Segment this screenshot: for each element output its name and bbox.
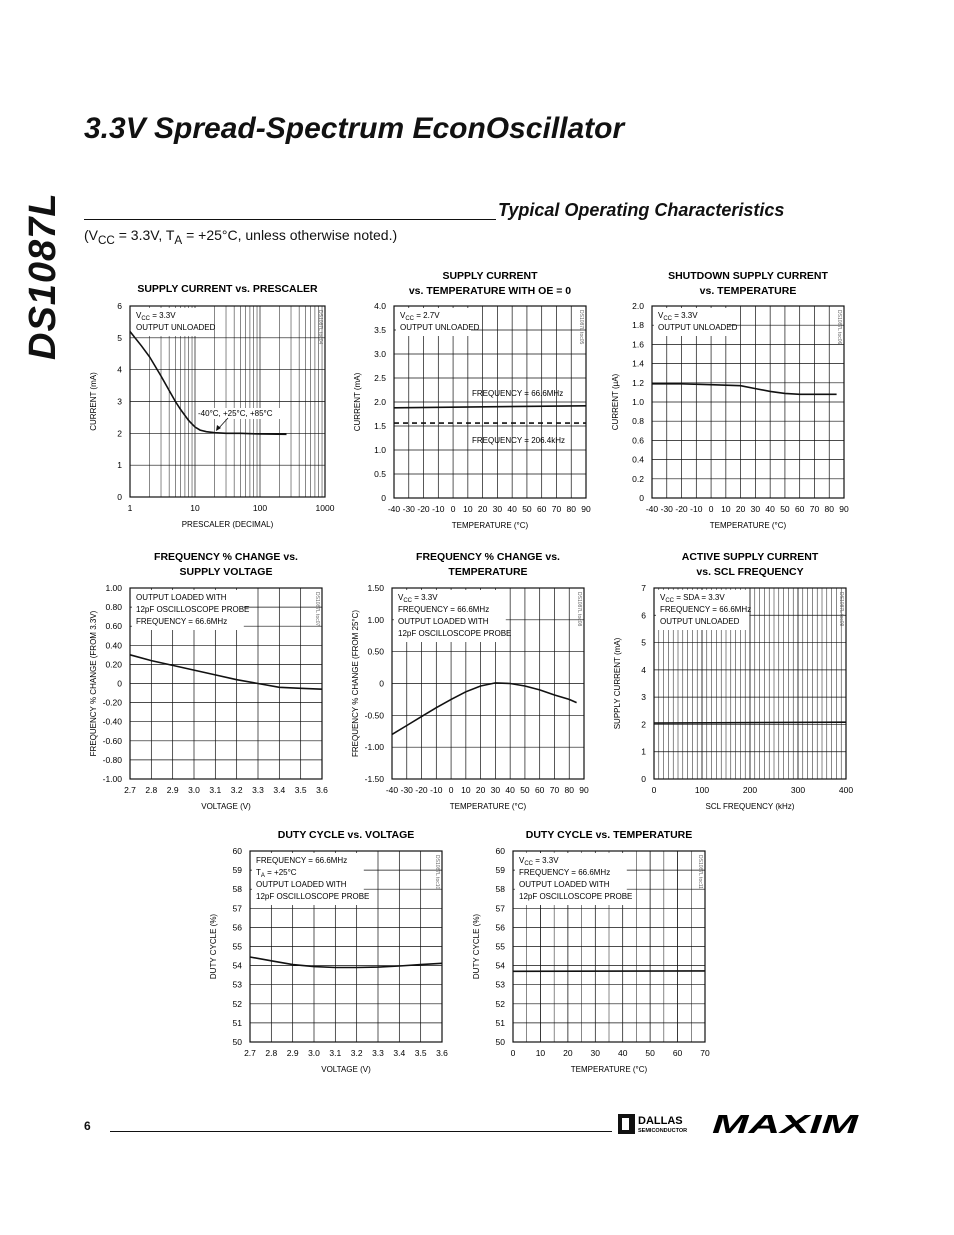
x-tick-label: 70 [700,1048,710,1058]
x-tick-label: 100 [694,785,710,795]
y-tick-label: 5 [641,637,646,648]
y-tick-label: 3.0 [374,349,386,359]
y-tick-label: 58 [495,884,505,895]
section-title: Typical Operating Characteristics [498,200,785,220]
chart-note: FREQUENCY = 66.6MHz [136,617,228,626]
y-tick-label: 6 [641,610,646,621]
y-tick-label: 0 [639,493,644,503]
x-tick-label: -10 [430,785,443,795]
x-tick-label: 3.1 [329,1048,342,1058]
y-tick-label: 0.5 [374,469,386,479]
y-tick-label: 56 [232,922,242,933]
x-tick-label: 20 [475,785,486,795]
y-tick-label: 50 [232,1037,242,1047]
chart-note: OUTPUT LOADED WITH [256,880,347,889]
y-tick-label: 2.0 [632,301,644,311]
x-tick-label: 10 [721,504,731,514]
maxim-logo [712,1111,860,1137]
chart-shutdown-current-vs-temperature [598,262,868,540]
y-tick-label: 2 [117,428,122,439]
chart-note: FREQUENCY = 66.6MHz [398,605,490,614]
x-tick-label: 3.1 [209,785,222,795]
svg-text:DALLAS: DALLAS [638,1115,683,1127]
chart-active-current-vs-scl-frequency [598,545,868,820]
document-title: 3.3V Spread-Spectrum EconOscillator [84,112,625,145]
x-tick-label: 90 [579,785,589,795]
x-tick-label: 30 [750,504,761,514]
y-tick-label: 55 [232,941,242,952]
x-tick-label: 90 [581,504,591,514]
x-axis-label: TEMPERATURE (°C) [570,1065,648,1074]
x-tick-label: 80 [566,504,576,514]
x-tick-label: -10 [690,504,703,514]
page-number: 6 [84,1119,91,1133]
y-tick-label: -0.50 [364,710,384,721]
y-axis-label: CURRENT (mA) [353,372,362,432]
x-tick-label: 30 [590,1048,601,1058]
y-tick-label: 1.0 [374,445,386,455]
section-rule [84,219,496,220]
figure-code: DS1087L toc06 [836,310,842,345]
figure-code: DS1087L toc07 [314,592,320,627]
y-tick-label: 1.00 [367,614,384,625]
x-tick-label: 10 [190,503,200,513]
chart-supply-current-vs-prescaler [80,270,350,540]
y-tick-label: 0.6 [632,435,644,446]
y-tick-label: 57 [232,903,242,914]
x-axis-label: VOLTAGE (V) [321,1065,371,1074]
y-axis-label: FREQUENCY % CHANGE (FROM 3.3V) [89,610,98,757]
x-tick-label: 2.8 [265,1048,278,1058]
y-axis-label: FREQUENCY % CHANGE (FROM 25°C) [351,609,360,758]
x-tick-label: 3.2 [350,1048,363,1058]
x-tick-label: 400 [838,785,854,795]
y-tick-label: -0.20 [102,697,122,708]
x-tick-label: 3.5 [414,1048,427,1058]
y-tick-label: 54 [495,960,505,971]
y-tick-label: 4 [117,364,122,375]
y-axis-label: CURRENT (µA) [611,373,620,431]
x-tick-label: 3.2 [230,785,243,795]
chart-title: DUTY CYCLE vs. TEMPERATURE [525,829,693,841]
y-tick-label: 1.5 [374,421,386,431]
y-tick-label: -1.00 [102,774,122,784]
y-tick-label: 1.0 [632,397,644,407]
chart-note: FREQUENCY = 66.6MHz [519,868,611,877]
chart-title: SHUTDOWN SUPPLY CURRENT [668,270,828,282]
x-tick-label: -30 [402,504,415,514]
chart-note: 12pF OSCILLOSCOPE PROBE [519,892,633,901]
y-tick-label: 53 [232,979,242,990]
y-tick-label: -0.80 [102,754,122,765]
y-tick-label: 0.8 [632,416,644,427]
x-tick-label: 30 [492,504,503,514]
x-tick-label: 200 [742,785,758,795]
y-tick-label: 1 [117,460,122,471]
chart-note: OUTPUT UNLOADED [658,323,738,332]
x-tick-label: 1 [127,503,133,513]
chart-note: $T_A = +25^\circ C$ [256,868,297,879]
chart-supply-current-vs-temperature-oe0 [340,262,610,540]
x-tick-label: 3.0 [308,1048,320,1058]
y-tick-label: 0 [379,678,384,689]
chart-title: FREQUENCY % CHANGE vs. [154,551,298,563]
x-tick-label: 70 [549,785,560,795]
y-tick-label: 1.50 [367,583,384,593]
x-tick-label: 3.6 [436,1048,448,1058]
x-axis-label: SCL FREQUENCY (kHz) [705,802,795,811]
x-tick-label: 50 [645,1048,655,1058]
x-axis-label: VOLTAGE (V) [201,802,251,811]
y-tick-label: 5 [117,332,122,343]
x-tick-label: 70 [809,504,820,514]
chart-duty-cycle-vs-temperature [462,825,732,1085]
chart-title: SUPPLY CURRENT vs. PRESCALER [137,283,318,295]
chart-note: $V_{CC} = 3.3V$ [519,856,559,867]
y-tick-label: -1.50 [364,774,384,784]
chart-note: FREQUENCY = 66.6MHz [256,856,348,865]
y-tick-label: 3.5 [374,325,386,335]
y-tick-label: 59 [232,865,242,876]
x-tick-label: -40 [387,504,401,514]
chart-note: OUTPUT UNLOADED [660,617,740,626]
y-tick-label: 4.0 [374,301,386,311]
y-tick-label: 57 [495,903,505,914]
chart-frequency-change-vs-voltage [80,545,350,820]
y-tick-label: 53 [495,979,505,990]
x-tick-label: 50 [520,785,530,795]
x-tick-label: 2.9 [286,1048,299,1058]
x-tick-label: 20 [477,504,488,514]
chart-title: vs. SCL FREQUENCY [696,566,804,578]
y-axis-label: SUPPLY CURRENT (mA) [613,637,622,730]
x-tick-label: -10 [432,504,445,514]
svg-text:SEMICONDUCTOR: SEMICONDUCTOR [638,1128,688,1134]
chart-duty-cycle-vs-voltage [200,825,470,1085]
y-tick-label: 0 [117,492,122,502]
x-tick-label: 60 [534,785,545,795]
chart-note: FREQUENCY = 66.6MHz [660,605,752,614]
x-tick-label: 2.7 [244,1048,256,1058]
y-tick-label: 0.2 [632,473,644,484]
x-tick-label: 0 [450,504,456,514]
x-tick-label: 10 [535,1048,546,1058]
x-tick-label: -20 [417,504,430,514]
chart-title: DUTY CYCLE vs. VOLTAGE [277,829,415,841]
figure-code: DS1087L toc08 [576,592,582,627]
series-line [654,722,846,723]
chart-note: $V_{CC} = 3.3V$ [136,311,176,322]
chart-title: TEMPERATURE [448,566,528,578]
x-tick-label: 3.3 [372,1048,384,1058]
y-axis-label: DUTY CYCLE (%) [209,913,218,980]
temperature-annotation: -40°C, +25°C, +85°C [198,409,273,418]
chart-note: OUTPUT LOADED WITH [398,617,489,626]
x-tick-label: 20 [563,1048,573,1058]
x-tick-label: 2.8 [145,785,158,795]
footer-rule [110,1131,612,1132]
chart-note: $V_{CC} = 2.7V$ [400,311,440,322]
y-tick-label: 4 [641,664,646,675]
chart-title: vs. TEMPERATURE [699,285,797,297]
y-tick-label: 56 [495,922,505,933]
chart-title: FREQUENCY % CHANGE vs. [416,551,560,563]
y-tick-label: 7 [641,583,646,593]
x-tick-label: 80 [564,785,574,795]
y-tick-label: 0.80 [105,602,122,613]
y-tick-label: 1.8 [632,320,644,331]
chart-note: OUTPUT UNLOADED [400,323,480,332]
y-tick-label: 0.40 [105,640,122,651]
y-tick-label: 55 [495,941,505,952]
x-tick-label: 3.5 [294,785,307,795]
y-tick-label: 50 [495,1037,505,1047]
x-tick-label: 50 [522,504,532,514]
series-line [392,683,577,735]
y-tick-label: 1.6 [632,339,644,350]
y-tick-label: 1.2 [632,377,644,388]
x-axis-label: TEMPERATURE (°C) [449,802,527,811]
x-tick-label: -30 [660,504,673,514]
chart-title: vs. TEMPERATURE WITH OE = 0 [408,285,572,297]
y-tick-label: 54 [232,960,242,971]
x-tick-label: 40 [505,785,515,795]
figure-code: DS1087L toc05 [578,310,584,345]
chart-title: SUPPLY CURRENT [442,270,538,282]
x-tick-label: 3.0 [188,785,200,795]
y-tick-label: 51 [232,1017,242,1028]
y-tick-label: 0 [381,493,386,503]
x-tick-label: 60 [794,504,805,514]
series-line [394,406,586,408]
chart-title: ACTIVE SUPPLY CURRENT [681,551,819,563]
y-tick-label: 2.0 [374,397,386,407]
y-tick-label: 60 [232,846,242,856]
chart-title: SUPPLY VOLTAGE [179,566,273,578]
x-tick-label: 90 [839,504,849,514]
x-tick-label: 3.6 [316,785,328,795]
x-tick-label: 50 [780,504,790,514]
y-tick-label: 0.20 [105,659,122,670]
y-tick-label: 1.00 [105,583,122,593]
chart-note: 12pF OSCILLOSCOPE PROBE [136,605,250,614]
x-tick-label: 40 [617,1048,628,1058]
chart-note: OUTPUT LOADED WITH [519,880,610,889]
series-line [130,655,322,689]
y-tick-label: 59 [495,865,505,876]
annotation-arrowhead [216,425,221,431]
y-tick-label: 52 [232,998,242,1009]
y-tick-label: -0.40 [102,716,122,727]
side-title: DS1087L [22,192,64,360]
x-tick-label: -40 [645,504,659,514]
y-tick-label: 0.60 [105,621,122,632]
y-tick-label: 2.5 [374,373,386,383]
y-axis-label: DUTY CYCLE (%) [472,913,481,980]
chart-note: $V_{CC}$ = SDA = 3.3V [660,593,725,604]
x-tick-label: 10 [461,785,471,795]
chart-note: 12pF OSCILLOSCOPE PROBE [256,892,370,901]
x-tick-label: 40 [765,504,775,514]
x-axis-label: TEMPERATURE (°C) [709,521,787,530]
x-tick-label: 3.3 [252,785,264,795]
x-axis-label: TEMPERATURE (°C) [451,521,529,530]
chart-note: $V_{CC} = 3.3V$ [398,593,438,604]
series-label: FREQUENCY = 66.6MHz [472,389,564,398]
x-tick-label: 40 [507,504,517,514]
y-tick-label: 58 [232,884,242,895]
x-tick-label: 20 [735,504,746,514]
y-tick-label: 3 [641,692,646,703]
x-tick-label: 0 [651,785,657,795]
x-tick-label: 30 [490,785,501,795]
chart-note: OUTPUT UNLOADED [136,323,216,332]
x-tick-label: -30 [400,785,413,795]
x-axis-label: PRESCALER (DECIMAL) [181,520,274,529]
figure-code: DS1087L toc11 [697,855,703,889]
x-tick-label: -40 [385,785,399,795]
x-tick-label: 60 [536,504,547,514]
y-tick-label: 60 [495,846,505,856]
series-line [652,384,837,395]
y-tick-label: -0.60 [102,735,122,746]
x-tick-label: -20 [415,785,428,795]
x-tick-label: 100 [252,503,268,513]
x-tick-label: 70 [551,504,562,514]
figure-code: DS1087L toc04 [317,310,323,345]
chart-note: OUTPUT LOADED WITH [136,593,227,602]
conditions-note: ($V_{CC} = 3.3V$, $T_A = +25^\circ C$, unless otherwise noted.) [84,227,398,247]
x-tick-label: -20 [675,504,688,514]
y-axis-label: CURRENT (mA) [89,372,98,431]
y-tick-label: 1.4 [632,358,644,369]
x-tick-label: 3.4 [393,1048,406,1058]
x-tick-label: 0 [448,785,454,795]
figure-code: DS1087L toc09 [838,592,844,627]
chart-note: $V_{CC} = 3.3V$ [658,311,698,322]
y-tick-label: 0.50 [367,646,384,657]
y-tick-label: 6 [117,301,122,311]
x-tick-label: 300 [790,785,806,795]
x-tick-label: 60 [672,1048,683,1058]
svg-text:MAXIM: MAXIM [712,1111,860,1137]
x-tick-label: 1000 [315,503,335,513]
x-tick-label: 10 [463,504,473,514]
y-tick-label: 0 [641,774,646,784]
x-tick-label: 0 [510,1048,516,1058]
figure-code: DS1087L toc10 [434,855,440,890]
x-tick-label: 2.7 [124,785,136,795]
y-tick-label: 1 [641,746,646,757]
y-tick-label: 52 [495,998,505,1009]
x-tick-label: 3.4 [273,785,286,795]
chart-note: 12pF OSCILLOSCOPE PROBE [398,629,512,638]
x-tick-label: 2.9 [166,785,179,795]
x-tick-label: 80 [824,504,834,514]
y-tick-label: 2 [641,719,646,730]
y-tick-label: 0.4 [632,454,644,465]
y-tick-label: 51 [495,1017,505,1028]
series-label: FREQUENCY = 206.4kHz [472,436,565,445]
y-tick-label: 0 [117,678,122,689]
y-tick-label: 3 [117,396,122,407]
x-tick-label: 0 [708,504,714,514]
dallas-semiconductor-logo [618,1112,704,1136]
y-tick-label: -1.00 [364,742,384,753]
chart-frequency-change-vs-temperature [340,545,610,820]
